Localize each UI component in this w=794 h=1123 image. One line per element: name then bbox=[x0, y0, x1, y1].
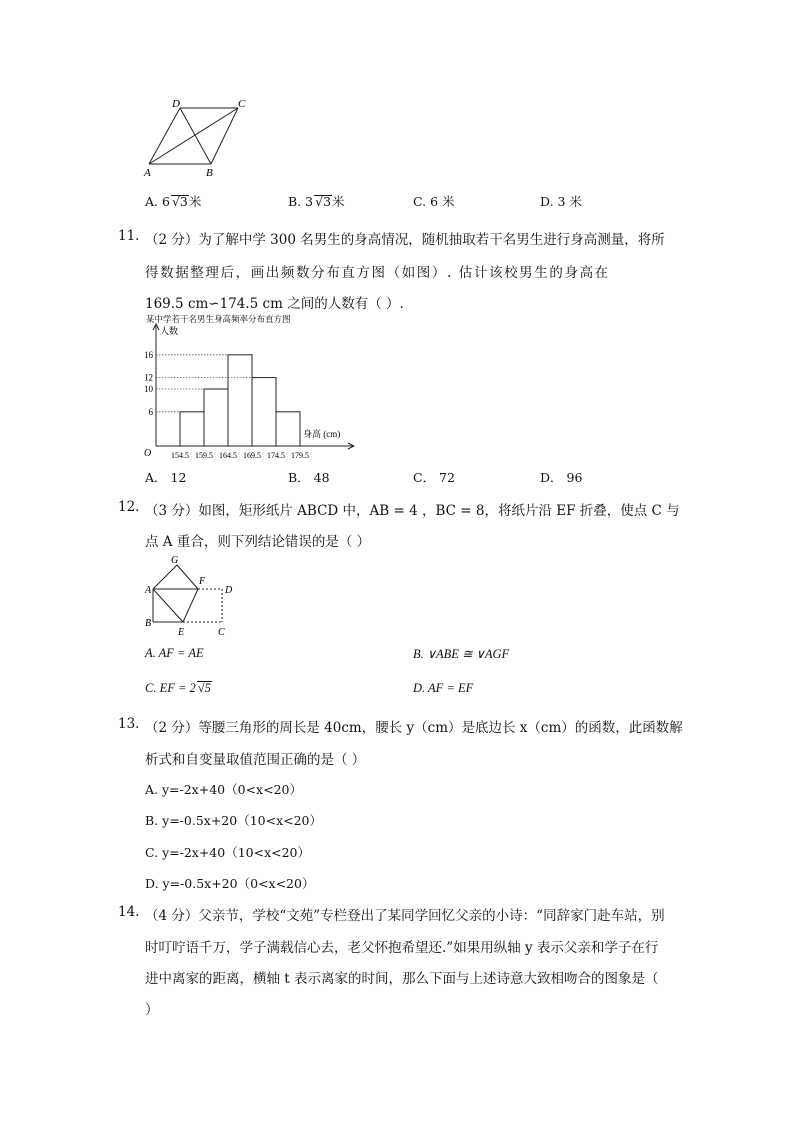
q10-option-a[interactable] bbox=[145, 192, 201, 210]
q10-option-d[interactable]: D. 3 米 bbox=[540, 194, 582, 209]
sqrt-icon: √5 bbox=[197, 681, 211, 695]
label-b: B bbox=[206, 167, 213, 178]
q11-histogram bbox=[140, 312, 355, 464]
segment-gf bbox=[177, 565, 198, 589]
label-g: G bbox=[171, 555, 179, 566]
q12-option-c[interactable] bbox=[145, 681, 212, 696]
q14-number: 14. bbox=[118, 904, 140, 920]
y-tick-label: 6 bbox=[148, 406, 153, 417]
q11-option-a[interactable]: A． 12 bbox=[145, 470, 187, 485]
y-axis-label: 人数 bbox=[160, 326, 179, 336]
x-tick-label: 169.5 bbox=[243, 451, 261, 460]
label-c: C bbox=[218, 627, 225, 638]
q11-option-b[interactable]: B． 48 bbox=[288, 470, 330, 485]
q12-option-d[interactable]: D. AF = EF bbox=[413, 681, 474, 695]
q13-option-b[interactable]: B. y=-0.5x+20（10<x<20） bbox=[145, 813, 323, 828]
q10-option-a-suffix: 米 bbox=[188, 194, 202, 209]
label-a: A bbox=[145, 585, 152, 596]
q14-text-line3: 进中离家的距离，横轴 t 表示离家的时间，那么下面与上述诗意大致相吻合的图象是（ bbox=[145, 971, 659, 987]
q12-option-b[interactable]: B. ∨ABE ≅ ∨AGF bbox=[413, 647, 510, 661]
q14-text-line1: （4 分）父亲节，学校“文苑”专栏登出了某同学回忆父亲的小诗：“同辞家门赴车站，别 bbox=[145, 908, 665, 924]
y-tick-label: 16 bbox=[144, 349, 153, 360]
label-b: B bbox=[145, 618, 152, 629]
label-e: E bbox=[178, 627, 185, 638]
sqrt-icon: √3 bbox=[315, 194, 332, 209]
q13-option-d[interactable]: D. y=-0.5x+20（0<x<20） bbox=[145, 876, 315, 891]
sqrt-icon: √3 bbox=[171, 194, 188, 209]
q10-option-a-prefix: A. 6 bbox=[145, 194, 170, 209]
rhombus-diagonal-db bbox=[180, 108, 211, 164]
q14-text-line2: 时叮咛语千万，学子满载信心去，老父怀抱希望还.”如果用纵轴 y 表示父亲和学子在行 bbox=[145, 940, 659, 956]
y-tick-label: 12 bbox=[144, 372, 153, 383]
q10-rhombus-figure bbox=[140, 96, 255, 178]
x-tick-label: 154.5 bbox=[171, 451, 189, 460]
q13-option-c[interactable]: C. y=-2x+40（10<x<20） bbox=[145, 845, 311, 860]
q13-text-line2: 析式和自变量取值范围正确的是（ ） bbox=[145, 752, 366, 768]
q12-number: 12. bbox=[118, 499, 140, 515]
q12-option-a[interactable]: A. AF = AE bbox=[145, 646, 204, 660]
q13-number: 13. bbox=[118, 716, 140, 732]
histogram-bar bbox=[180, 412, 204, 446]
label-c: C bbox=[238, 98, 246, 110]
q13-text-line1: （2 分）等腰三角形的周长是 40cm，腰长 y（cm）是底边长 x（cm）的函数，此函数解 bbox=[145, 720, 683, 736]
rhombus-side-ad bbox=[149, 108, 180, 164]
q11-text-line2: 得数据整理后，画出频数分布直方图（如图）. 估计该校男生的身高在 bbox=[145, 265, 610, 281]
q11-option-c[interactable]: C． 72 bbox=[413, 470, 455, 485]
label-d: D bbox=[225, 585, 233, 596]
label-d: D bbox=[172, 98, 180, 110]
histogram-bar bbox=[228, 355, 252, 446]
q10-option-b-prefix: B. 3 bbox=[288, 194, 314, 209]
label-f: F bbox=[199, 576, 206, 587]
q14-text-line4: ） bbox=[145, 1002, 159, 1018]
q11-number: 11. bbox=[118, 228, 140, 244]
segment-ag bbox=[153, 565, 177, 589]
chart-title: 某中学若干名男生身高频率分布直方图 bbox=[146, 314, 291, 324]
q10-option-b[interactable] bbox=[288, 192, 345, 210]
q11-text-line3: 169.5 cm∽174.5 cm 之间的人数有（ ）. bbox=[145, 296, 404, 312]
q12-text-line1: （3 分）如图，矩形纸片 ABCD 中，AB = 4 ，BC = 8，将纸片沿 EF 折叠，使点 C 与 bbox=[145, 503, 680, 519]
q12-fold-figure bbox=[140, 552, 240, 642]
x-tick-label: 179.5 bbox=[291, 451, 309, 460]
q10-option-c[interactable]: C. 6 米 bbox=[413, 194, 455, 209]
histogram-bar bbox=[204, 389, 228, 446]
q10-option-a-radicand: 3 bbox=[179, 194, 188, 209]
q10-option-b-radicand: 3 bbox=[323, 194, 332, 209]
segment-ae bbox=[153, 589, 183, 622]
q12-option-c-radicand: 5 bbox=[204, 681, 211, 695]
x-axis-label: 身高 (cm) bbox=[303, 429, 341, 439]
q12-option-c-prefix: C. EF = 2 bbox=[145, 681, 196, 695]
x-tick-label: 159.5 bbox=[195, 451, 213, 460]
fold-line-ef bbox=[183, 589, 198, 622]
q10-option-b-suffix: 米 bbox=[332, 194, 345, 209]
q12-text-line2: 点 A 重合，则下列结论错误的是（ ） bbox=[145, 534, 371, 550]
q11-text-line1: （2 分）为了解中学 300 名男生的身高情况，随机抽取若干名男生进行身高测量，将所 bbox=[145, 232, 665, 248]
histogram-bar bbox=[252, 378, 276, 446]
q13-option-a[interactable]: A. y=-2x+40（0<x<20） bbox=[145, 782, 302, 797]
histogram-bar bbox=[276, 412, 300, 446]
x-tick-label: 174.5 bbox=[267, 451, 285, 460]
q11-option-d[interactable]: D． 96 bbox=[540, 470, 583, 485]
origin-label: O bbox=[144, 448, 152, 459]
y-tick-label: 10 bbox=[144, 384, 153, 394]
label-a: A bbox=[144, 167, 151, 178]
x-tick-label: 164.5 bbox=[219, 451, 237, 460]
